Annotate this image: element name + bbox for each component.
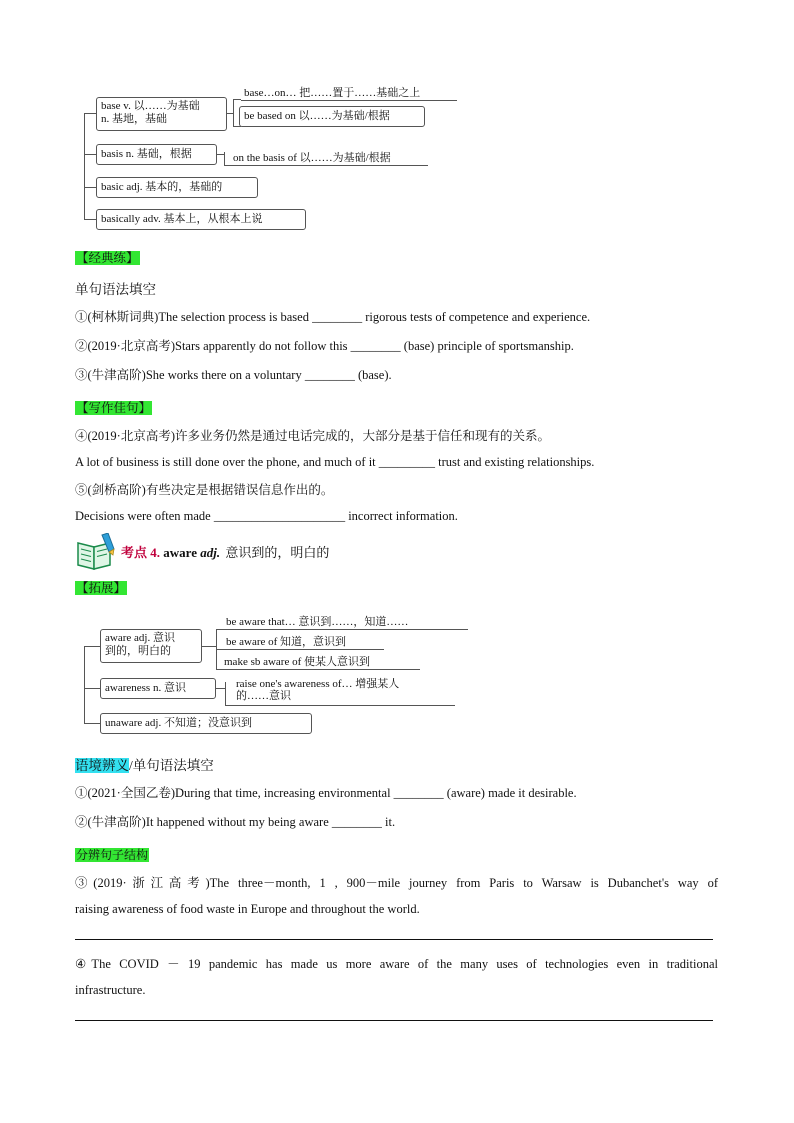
aware-adj-text: aware adj. 意识	[105, 632, 175, 644]
mindmap-branch	[84, 154, 96, 155]
writing-question-5-en: Decisions were often made _____________________ incorrect information.	[75, 509, 458, 523]
context-question-2: ②(牛津高阶)It happened without my being aware ________ it.	[75, 815, 396, 829]
expand-heading: 【拓展】	[76, 581, 127, 595]
mindmap-trunk	[84, 646, 85, 724]
sub-branch	[233, 99, 241, 100]
structure-heading: 分辨句子结构	[76, 848, 149, 862]
point-pos: adj.	[200, 545, 221, 560]
phrase-aware-that: be aware that… 意识到……，知道……	[226, 616, 409, 628]
sub-branch	[217, 154, 224, 155]
mindmap-branch	[84, 688, 100, 689]
sub-bracket	[224, 152, 225, 165]
point-label: 考点 4.	[121, 545, 161, 560]
mindmap-branch	[84, 723, 100, 724]
writing-question-4-en: A lot of business is still done over the phone, and much of it _________ trust and existing relationships.	[75, 455, 595, 469]
point-meaning: 意识到的，明白的	[225, 545, 330, 560]
basic-box: basic adj. 基本的，基础的	[96, 177, 258, 198]
context-label: 语境辨义	[75, 758, 129, 773]
mindmap-branch	[84, 219, 96, 220]
sub-branch	[227, 113, 233, 114]
phrase-underline	[225, 705, 455, 706]
answer-line-2	[75, 1020, 713, 1021]
practice-heading: 【经典练】	[76, 251, 139, 265]
context-heading	[75, 757, 214, 775]
writing-question-4-cn: ④(2019·北京高考)许多业务仍然是通过电话完成的，大部分是基于信任和现有的关系。	[75, 429, 550, 443]
sub-bracket	[233, 99, 234, 126]
phrase-aware-of: be aware of 知道，意识到	[226, 636, 347, 648]
practice-subheading: 单句语法填空	[75, 282, 156, 297]
answer-line-1	[75, 939, 713, 940]
phrase-underline	[216, 669, 420, 670]
mindmap-trunk	[84, 113, 85, 220]
phrase-underline	[241, 100, 457, 101]
point-word: aware	[163, 545, 197, 560]
book-pen-icon	[76, 533, 118, 571]
structure-question-4-line-2: infrastructure.	[75, 983, 146, 997]
mindmap-branch	[84, 187, 96, 188]
aware-meaning-text: 到的，明白的	[105, 645, 171, 657]
context-question-1: ①(2021·全国乙卷)During that time, increasing environmental ________ (aware) made it desirable.	[75, 786, 577, 800]
base-verb-text: base v. 以……为基础	[101, 100, 200, 112]
phrase-underline	[216, 629, 468, 630]
aware-adj-box	[100, 629, 202, 663]
practice-question-1: ①(柯林斯词典)The selection process is based ________ rigorous tests of competence and experience.	[75, 310, 591, 324]
point-4-title	[121, 545, 329, 561]
phrase-underline	[224, 165, 428, 166]
phrase-raise-awareness-1: raise one's awareness of… 增强某人	[236, 678, 400, 690]
writing-heading: 【写作佳句】	[76, 401, 152, 415]
phrase-based-on-box: be based on 以……为基础/根据	[239, 106, 425, 127]
phrase-raise-awareness-2: 的……意识	[236, 690, 291, 702]
unaware-box: unaware adj. 不知道；没意识到	[100, 713, 312, 734]
base-noun-text: n. 基地，基础	[101, 113, 167, 125]
phrase-on-the-basis: on the basis of 以……为基础/根据	[233, 152, 391, 164]
sub-branch	[202, 646, 216, 647]
basically-box: basically adv. 基本上，从根本上说	[96, 209, 306, 230]
structure-question-4-line-1: ④The COVID － 19 pandemic has made us more aware of the many uses of technologies even in traditional	[75, 957, 718, 971]
context-subheading: /单句语法填空	[129, 758, 214, 773]
practice-question-2: ②(2019·北京高考)Stars apparently do not follow this ________ (base) principle of sportsmanship.	[75, 339, 574, 353]
structure-question-3-line-1: ③(2019·浙江高考)The three－month, 1 , 900－mile journey from Paris to Warsaw is Dubanchet's way of	[75, 876, 718, 890]
awareness-box: awareness n. 意识	[100, 678, 216, 699]
phrase-make-aware: make sb aware of 使某人意识到	[224, 656, 371, 668]
phrase-underline	[216, 649, 384, 650]
mindmap-branch	[84, 646, 100, 647]
structure-question-3-line-2: raising awareness of food waste in Europe and throughout the world.	[75, 902, 420, 916]
base-verb-box	[96, 97, 227, 131]
basis-box: basis n. 基础，根据	[96, 144, 217, 165]
sub-branch	[216, 688, 225, 689]
phrase-base-on: base…on… 把……置于……基础之上	[244, 87, 421, 99]
writing-question-5-cn: ⑤(剑桥高阶)有些决定是根据错误信息作出的。	[75, 483, 334, 497]
practice-question-3: ③(牛津高阶)She works there on a voluntary ________ (base).	[75, 368, 392, 382]
sub-bracket	[225, 682, 226, 706]
mindmap-branch	[84, 113, 96, 114]
